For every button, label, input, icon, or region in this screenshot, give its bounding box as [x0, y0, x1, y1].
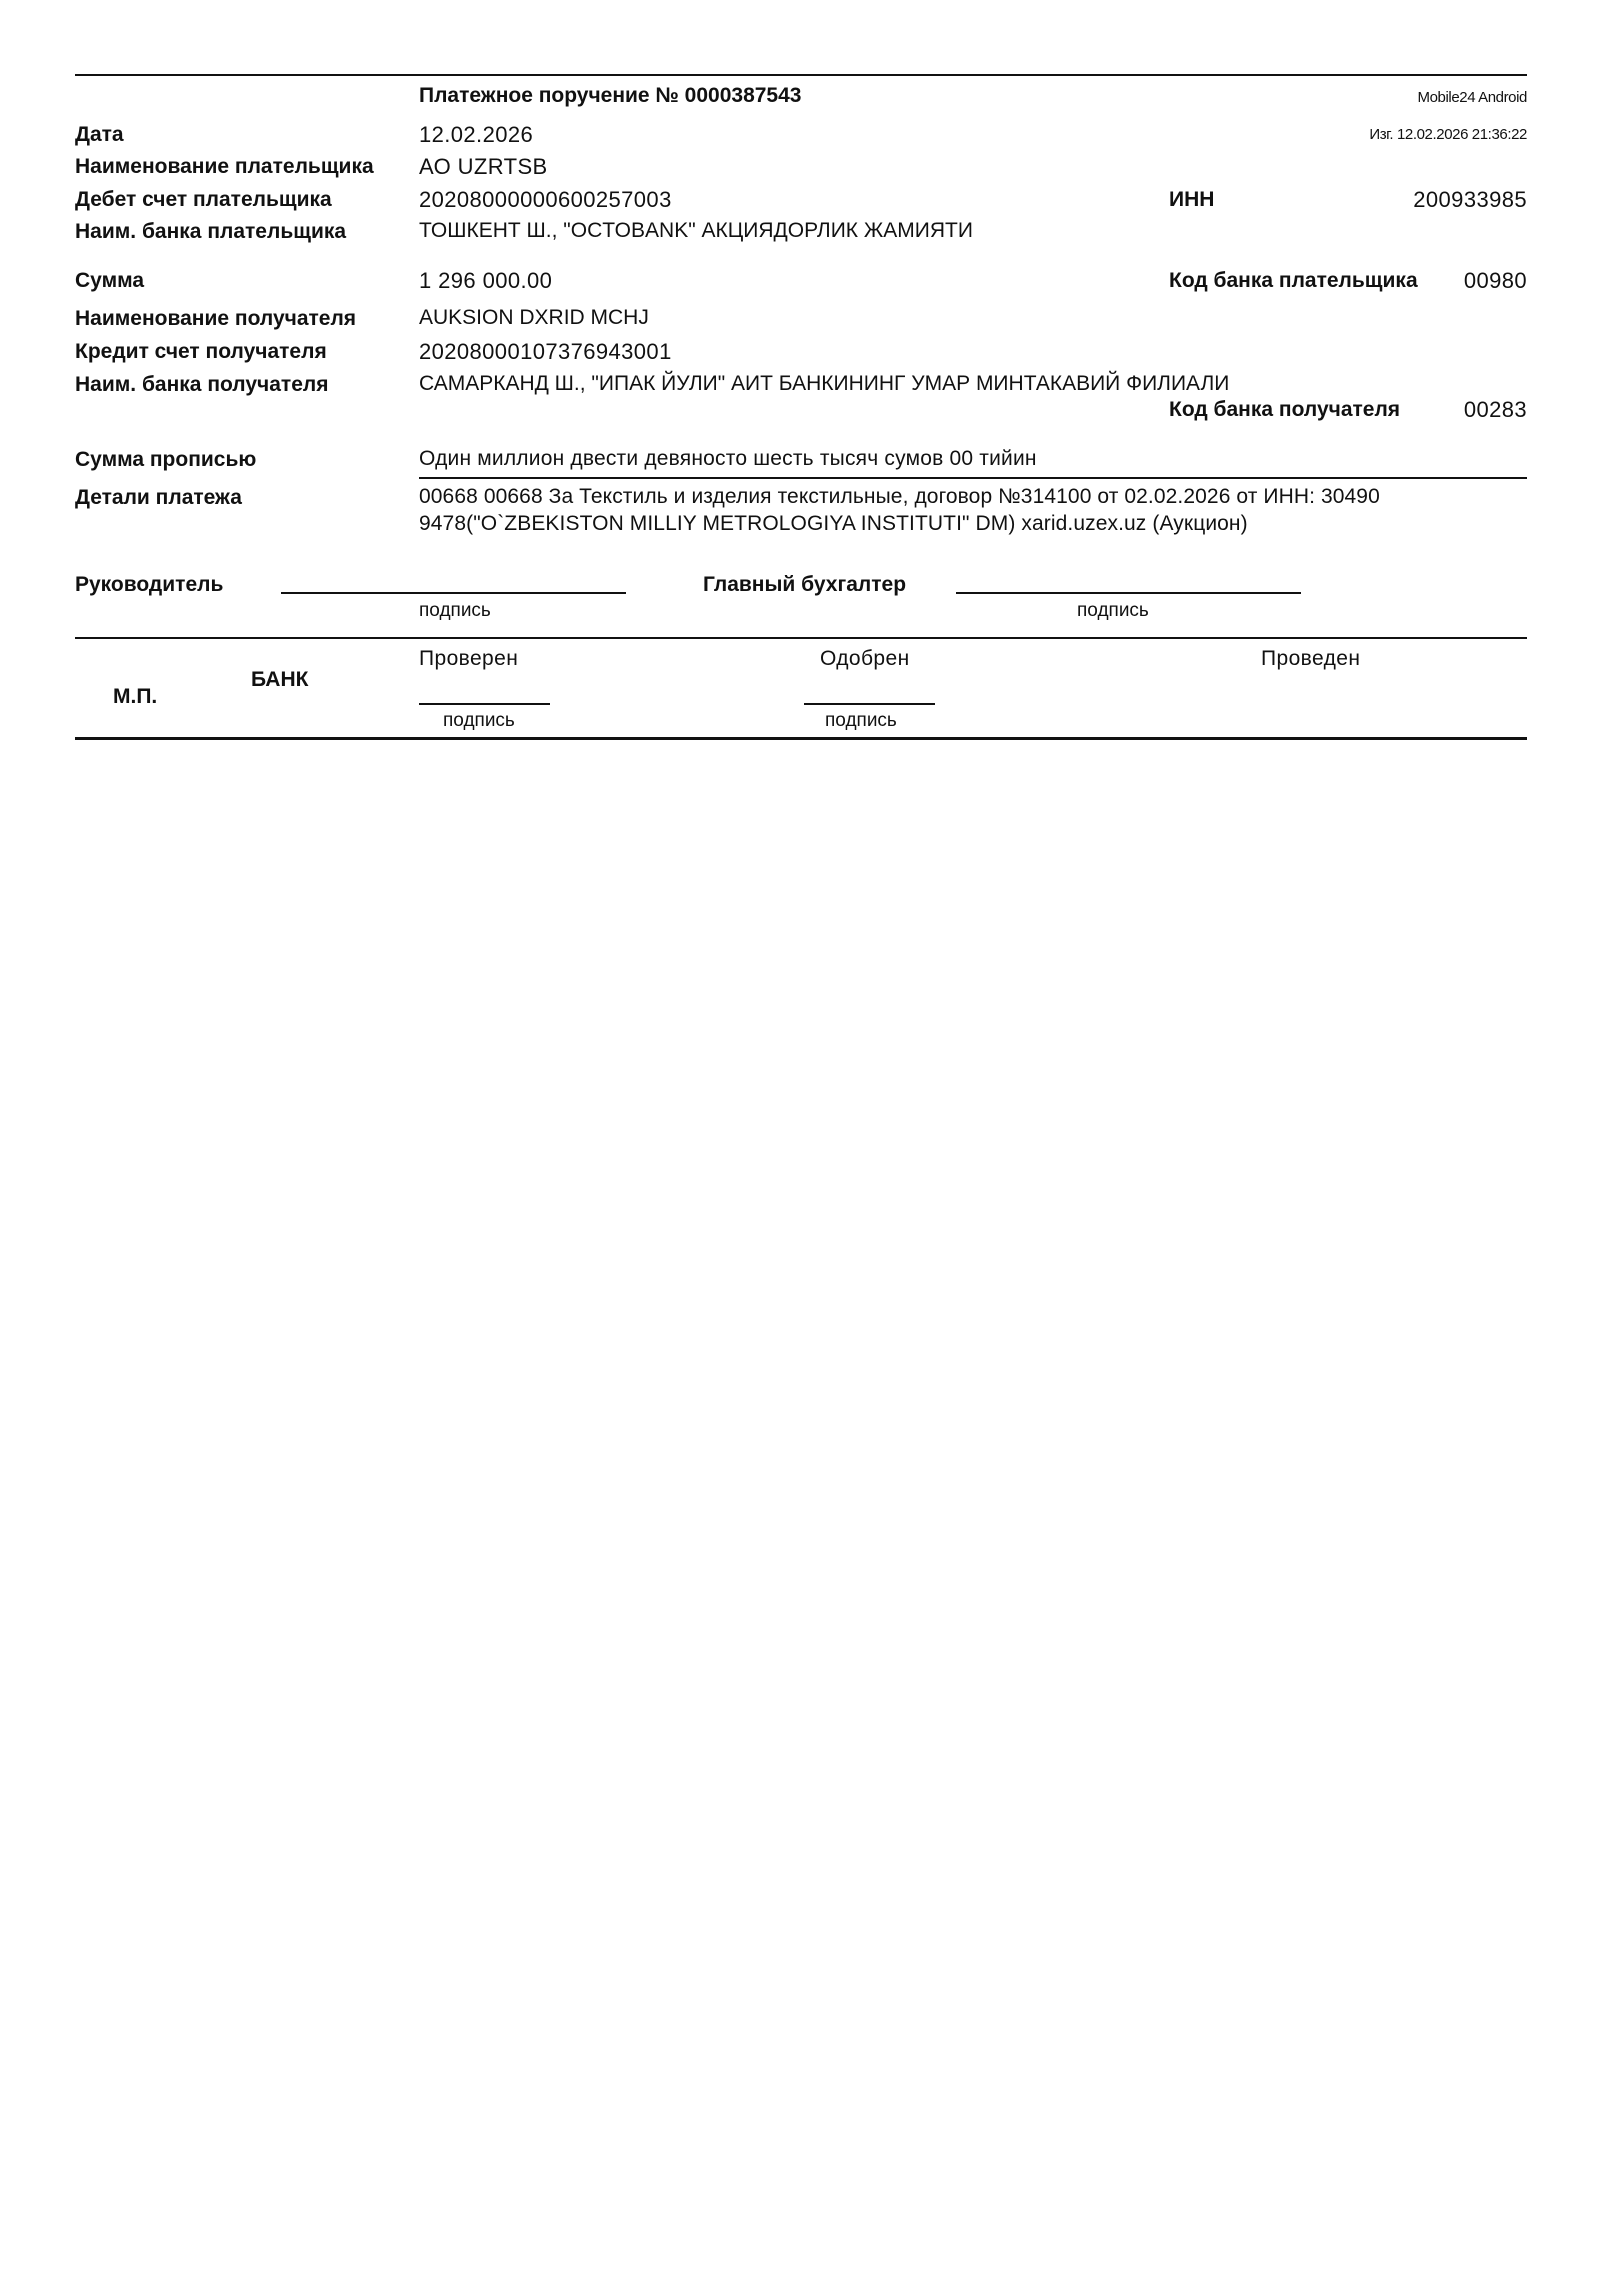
recipient-bank-code-value: 00283	[1463, 397, 1527, 422]
payer-bank-value: ТОШКЕНТ Ш., "OCTOBANK" АКЦИЯДОРЛИК ЖАМИЯТИ	[419, 219, 973, 242]
details-line-1: 00668 00668 За Текстиль и изделия текстильные, договор №314100 от 02.02.2026 от ИНН: 30490	[419, 485, 1380, 508]
director-signature-line	[281, 592, 626, 594]
payer-account-value: 20208000000600257003	[419, 187, 672, 212]
director-label: Руководитель	[75, 573, 224, 596]
stamp-label: М.П.	[113, 685, 158, 708]
processed-label: Проведен	[1261, 647, 1361, 670]
document-title: Платежное поручение № 0000387543	[419, 84, 802, 107]
approved-signature-caption: подпись	[825, 710, 897, 731]
recipient-bank-code-label: Код банка получателя	[1169, 398, 1401, 421]
top-rule	[75, 74, 1527, 76]
payer-account-label: Дебет счет плательщика	[75, 188, 332, 211]
recipient-bank-value: САМАРКАНД Ш., "ИПАК ЙУЛИ" АИТ БАНКИНИНГ УМАР МИНТАКАВИЙ ФИЛИАЛИ	[419, 372, 1230, 395]
bank-section-divider	[75, 637, 1527, 639]
amount-words-label: Сумма прописью	[75, 448, 257, 471]
approved-signature-line	[804, 703, 935, 705]
inn-label: ИНН	[1169, 188, 1215, 211]
checked-signature-line	[419, 703, 550, 705]
chief-accountant-signature-line	[956, 592, 1301, 594]
details-label: Детали платежа	[75, 486, 242, 509]
recipient-bank-label: Наим. банка получателя	[75, 373, 329, 396]
payer-name-label: Наименование плательщика	[75, 155, 374, 178]
amount-words-value: Один миллион двести девяносто шесть тысяч сумов 00 тийин	[419, 447, 1037, 470]
payer-name-value: АО UZRTSB	[419, 154, 548, 179]
source-label: Mobile24 Android	[1417, 89, 1527, 106]
payer-bank-code-value: 00980	[1463, 268, 1527, 293]
date-value: 12.02.2026	[419, 122, 534, 147]
recipient-name-value: AUKSION DXRID MCHJ	[419, 306, 649, 329]
recipient-name-label: Наименование получателя	[75, 307, 357, 330]
recipient-account-value: 20208000107376943001	[419, 339, 672, 364]
checked-label: Проверен	[419, 647, 519, 670]
created-timestamp: Изг. 12.02.2026 21:36:22	[1369, 126, 1527, 143]
payer-bank-label: Наим. банка плательщика	[75, 220, 347, 243]
amount-label: Сумма	[75, 269, 145, 292]
approved-label: Одобрен	[820, 647, 910, 670]
amount-words-underline	[419, 477, 1527, 479]
bank-label: БАНК	[251, 668, 309, 691]
payer-bank-code-label: Код банка плательщика	[1169, 269, 1418, 292]
details-line-2: 9478("O`ZBEKISTON MILLIY METROLOGIYA INSTITUTI" DM) xarid.uzex.uz (Аукцион)	[419, 512, 1248, 535]
bottom-rule	[75, 737, 1527, 740]
amount-value: 1 296 000.00	[419, 268, 553, 293]
recipient-account-label: Кредит счет получателя	[75, 340, 327, 363]
checked-signature-caption: подпись	[443, 710, 515, 731]
date-label: Дата	[75, 123, 124, 146]
chief-accountant-signature-caption: подпись	[1077, 600, 1149, 621]
chief-accountant-label: Главный бухгалтер	[703, 573, 907, 596]
director-signature-caption: подпись	[419, 600, 491, 621]
inn-value: 200933985	[1413, 187, 1527, 212]
